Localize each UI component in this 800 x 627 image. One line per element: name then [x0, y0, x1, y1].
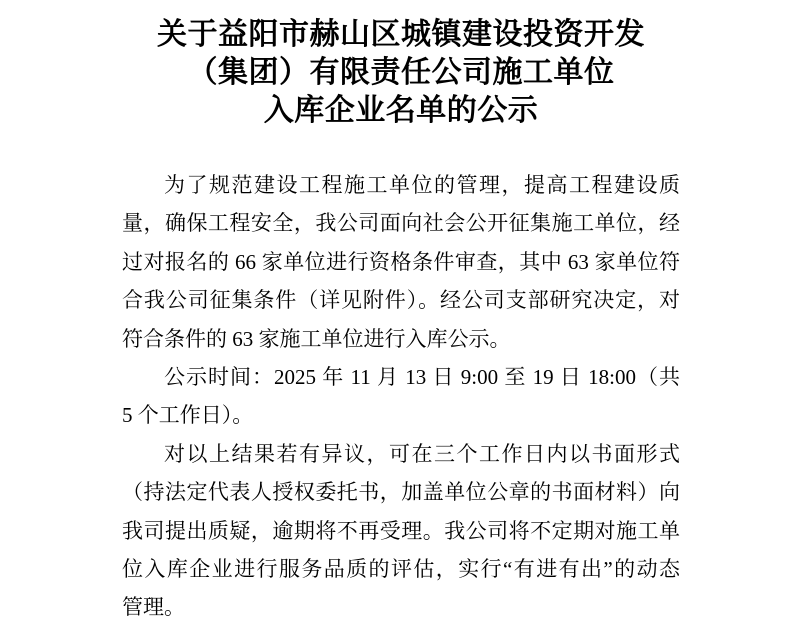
title-line-1: 关于益阳市赫山区城镇建设投资开发 [157, 18, 645, 51]
body-line: 公示时间：2025 年 11 月 13 日 9:00 至 19 日 18:00（共 [164, 365, 680, 390]
body-line: 位入库企业进行服务品质的评估，实行“有进有出”的动态 [122, 557, 680, 582]
body-line: 管理。 [122, 595, 185, 620]
body-line: 量，确保工程安全，我公司面向社会公开征集施工单位，经 [122, 211, 680, 236]
body-line: 符合条件的 63 家施工单位进行入库公示。 [122, 326, 511, 351]
title-line-3: 入库企业名单的公示 [263, 94, 539, 127]
body-line: 对以上结果若有异议，可在三个工作日内以书面形式 [164, 441, 680, 466]
body-line: 为了规范建设工程施工单位的管理，提高工程建设质 [164, 173, 680, 197]
body-line: 我司提出质疑，逾期将不再受理。我公司将不定期对施工单 [122, 518, 680, 543]
body-line: 合我公司征集条件（详见附件）。经公司支部研究决定，对 [122, 288, 680, 313]
body-line: 5 个工作日）。 [122, 403, 254, 428]
body-line: （持法定代表人授权委托书，加盖单位公章的书面材料）向 [122, 480, 680, 505]
body-line: 过对报名的 66 家单位进行资格条件审查，其中 63 家单位符 [122, 249, 680, 274]
notice-body [122, 166, 680, 627]
title-line-2: （集团）有限责任公司施工单位 [187, 56, 615, 89]
paragraph-publicity-period [122, 358, 680, 435]
notice-title [122, 16, 680, 130]
paragraph-intro [122, 166, 680, 358]
paragraph-objection [122, 435, 680, 627]
